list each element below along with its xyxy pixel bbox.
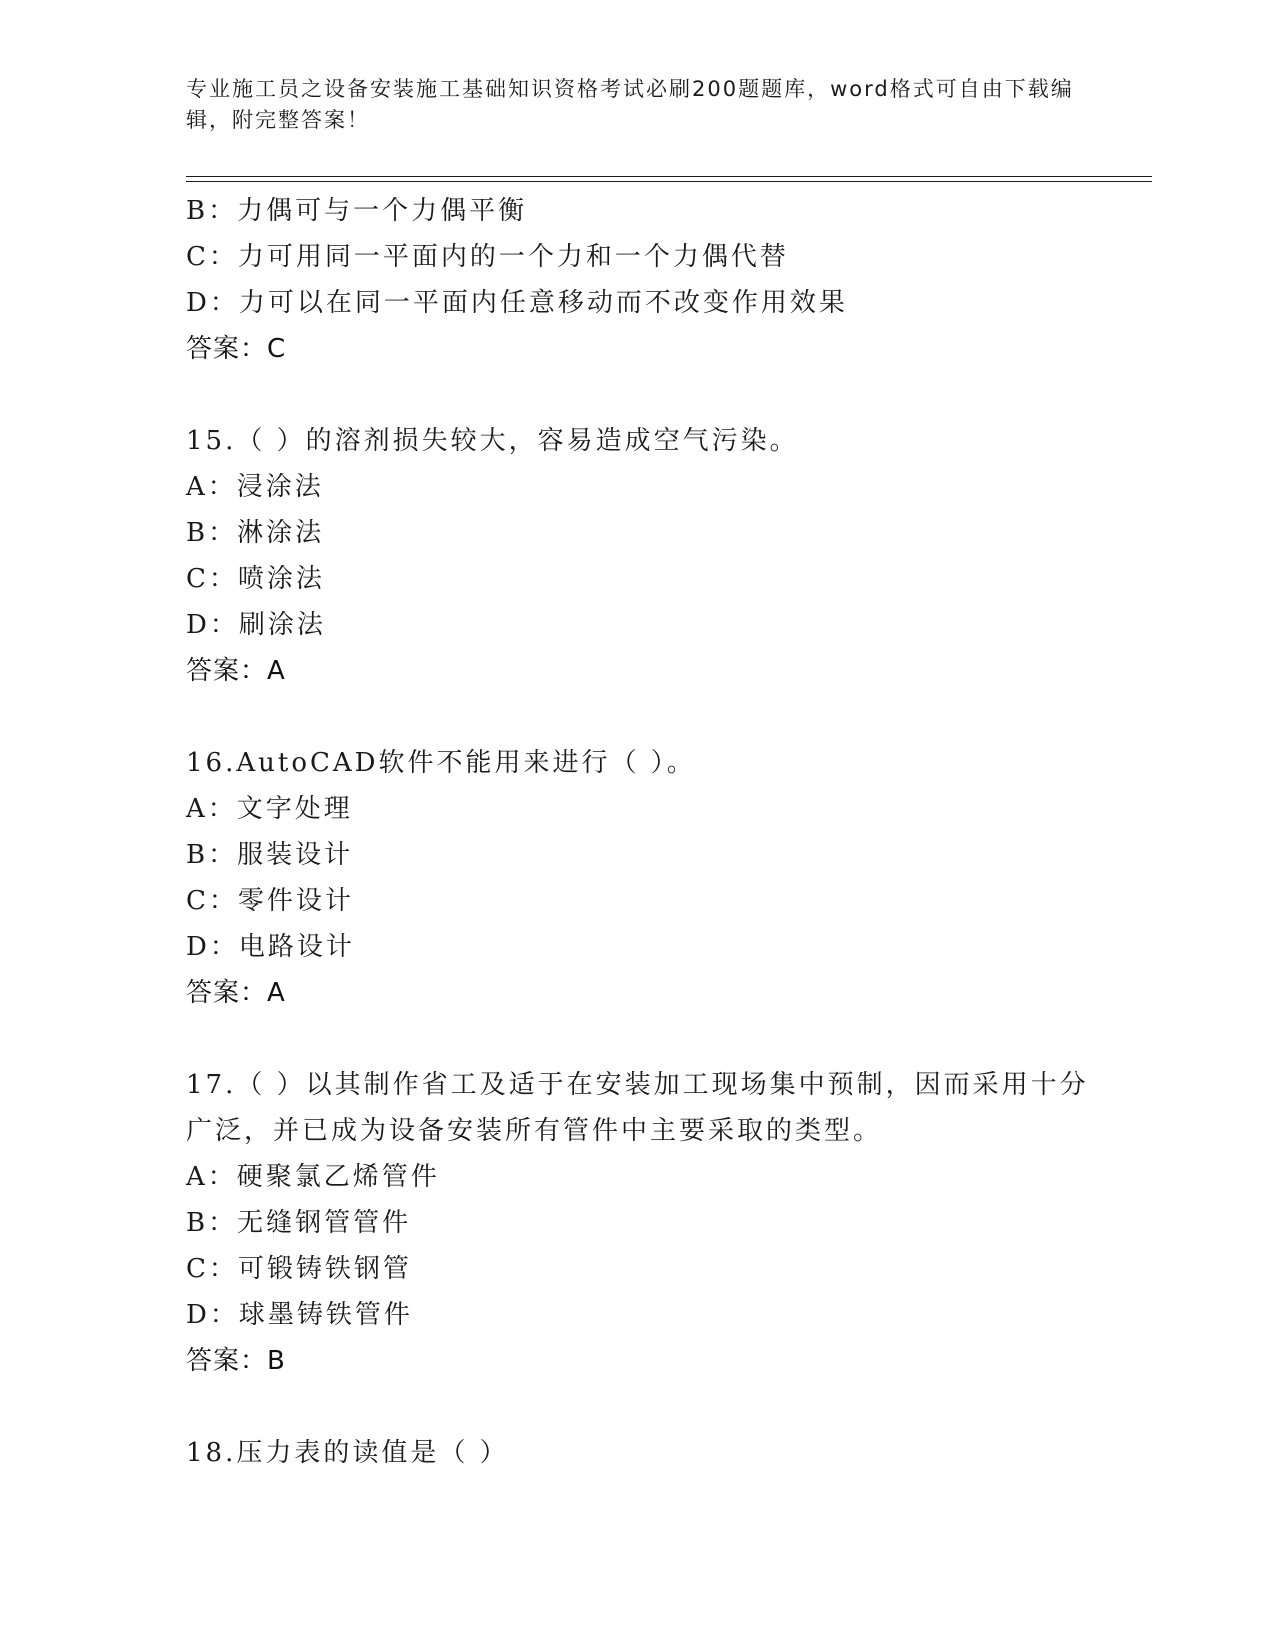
option-b: B：服装设计 (186, 840, 354, 870)
option-c: C：可锻铸铁钢管 (186, 1254, 412, 1284)
question-content (186, 188, 1106, 1476)
question-15 (186, 418, 1106, 694)
question-17 (186, 1062, 1106, 1384)
question-stem: 16.AutoCAD软件不能用来进行（ ）。 (186, 748, 696, 778)
question-stem: 17.（ ）以其制作省工及适于在安装加工现场集中预制，因而采用十分广泛，并已成为设备安装所有管件中主要采取的类型。 (186, 1070, 1089, 1146)
answer-line: 答案：A (186, 978, 286, 1008)
page-header: 专业施工员之设备安装施工基础知识资格考试必刷200题题库，word格式可自由下载编辑，附完整答案！ (186, 77, 1074, 132)
option-d: D：电路设计 (186, 932, 355, 962)
option-a: A：文字处理 (186, 794, 353, 824)
option-b: B：淋涂法 (186, 518, 325, 548)
question-14-continued (186, 188, 1106, 372)
question-stem: 18.压力表的读值是（ ） (186, 1438, 509, 1468)
option-c: C：零件设计 (186, 886, 354, 916)
header-rule-top (186, 176, 1152, 177)
option-c: C：力可用同一平面内的一个力和一个力偶代替 (186, 242, 789, 272)
option-d: D：球墨铸铁管件 (186, 1300, 413, 1330)
header-rule-bottom (186, 181, 1152, 182)
question-16 (186, 740, 1106, 1016)
answer-line: 答案：B (186, 1346, 286, 1376)
option-a: A：浸涂法 (186, 472, 324, 502)
question-stem: 15.（ ）的溶剂损失较大，容易造成空气污染。 (186, 426, 799, 456)
option-a: A：硬聚氯乙烯管件 (186, 1162, 440, 1192)
option-b: B：力偶可与一个力偶平衡 (186, 196, 528, 226)
question-18 (186, 1430, 1106, 1476)
option-b: B：无缝钢管管件 (186, 1208, 412, 1238)
option-d: D：力可以在同一平面内任意移动而不改变作用效果 (186, 288, 848, 318)
option-d: D：刷涂法 (186, 610, 326, 640)
answer-line: 答案：A (186, 656, 286, 686)
option-c: C：喷涂法 (186, 564, 325, 594)
answer-line: 答案：C (186, 334, 287, 364)
